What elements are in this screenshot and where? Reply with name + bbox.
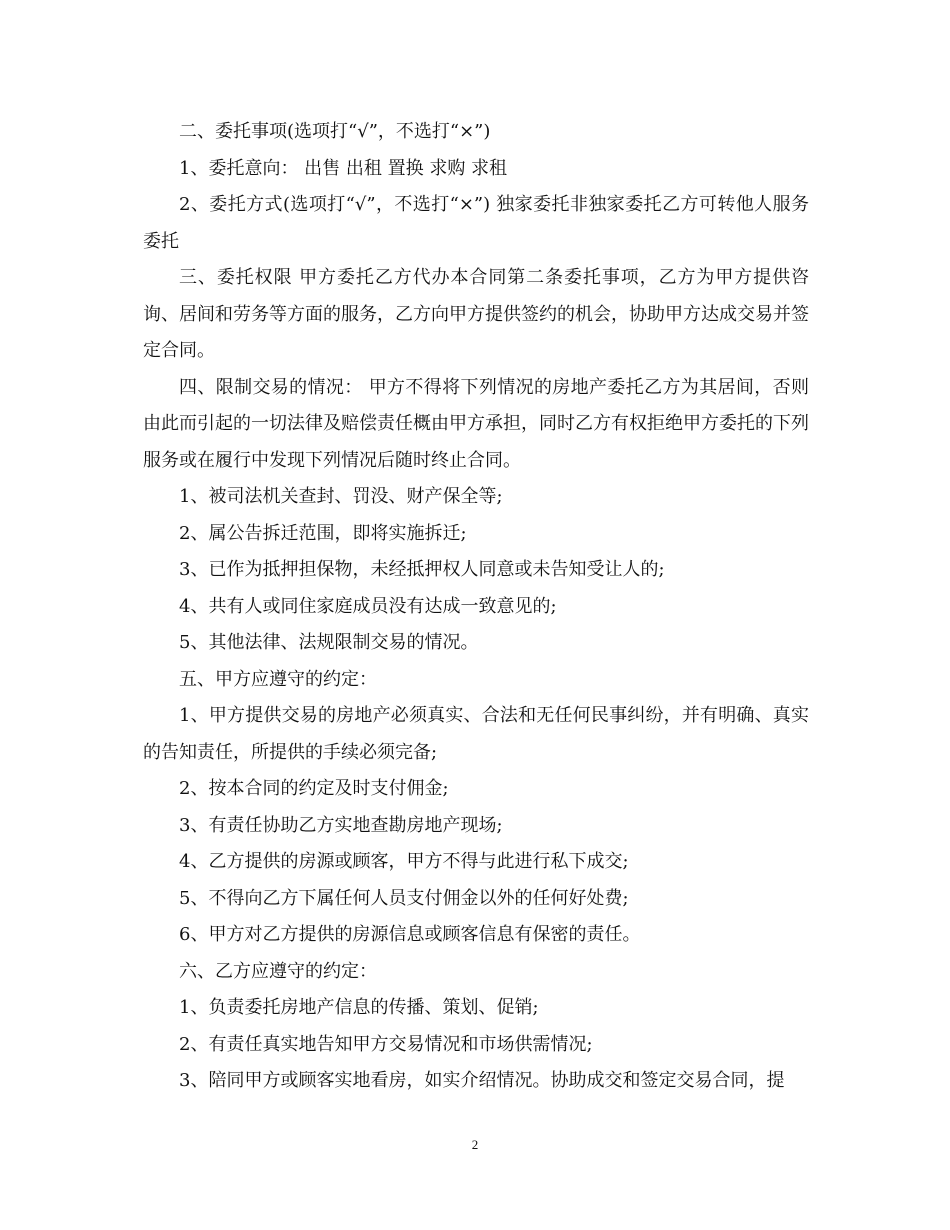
paragraph: 二、委托事项(选项打“√”，不选打“×”)	[179, 121, 491, 142]
paragraph: 1、被司法机关查封、罚没、财产保全等;	[179, 486, 503, 507]
paragraph: 4、共有人或同住家庭成员没有达成一致意见的;	[179, 595, 557, 617]
paragraph: 3、已作为抵押担保物，未经抵押权人同意或未告知受让人的;	[179, 559, 665, 580]
paragraph: 五、甲方应遵守的约定：	[179, 668, 377, 690]
paragraph: 5、不得向乙方下属任何人员支付佣金以外的任何好处费;	[179, 887, 629, 909]
paragraph: 2、按本合同的约定及时支付佣金;	[179, 778, 449, 799]
paragraph: 2、有责任真实地告知甲方交易情况和市场供需情况;	[179, 1033, 593, 1055]
paragraph: 四、限制交易的情况： 甲方不得将下列情况的房地产委托乙方为其居间，否则由此而引起的一切法律及赔偿责任概由甲方承担，同时乙方有权拒绝甲方委托的下列服务或在履行中发现下列情况后随时终止合同。	[143, 376, 809, 471]
paragraph: 3、陪同甲方或顾客实地看房，如实介绍情况。协助成交和签定交易合同，提	[179, 1070, 785, 1091]
paragraph: 5、其他法律、法规限制交易的情况。	[179, 632, 479, 653]
paragraph: 3、有责任协助乙方实地查勘房地产现场;	[179, 814, 503, 836]
paragraph: 1、负责委托房地产信息的传播、策划、促销;	[179, 997, 539, 1018]
paragraph: 1、甲方提供交易的房地产必须真实、合法和无任何民事纠纷，并有明确、真实的告知责任，所提供的手续必须完备;	[143, 705, 809, 763]
page-number: 2	[471, 1137, 479, 1152]
document-body	[143, 114, 809, 1100]
paragraph: 2、委托方式(选项打“√”，不选打“×”) 独家委托非独家委托乙方可转他人服务委托	[143, 194, 809, 252]
paragraph: 1、委托意向： 出售 出租 置换 求购 求租	[179, 157, 508, 179]
paragraph: 6、甲方对乙方提供的房源信息或顾客信息有保密的责任。	[179, 924, 641, 945]
paragraph: 4、乙方提供的房源或顾客，甲方不得与此进行私下成交;	[179, 851, 629, 872]
paragraph: 2、属公告拆迁范围，即将实施拆迁;	[179, 522, 467, 544]
paragraph: 三、委托权限 甲方委托乙方代办本合同第二条委托事项，乙方为甲方提供咨询、居间和劳务等方面的服务，乙方向甲方提供签约的机会，协助甲方达成交易并签定合同。	[143, 267, 809, 361]
paragraph: 六、乙方应遵守的约定：	[179, 960, 377, 982]
